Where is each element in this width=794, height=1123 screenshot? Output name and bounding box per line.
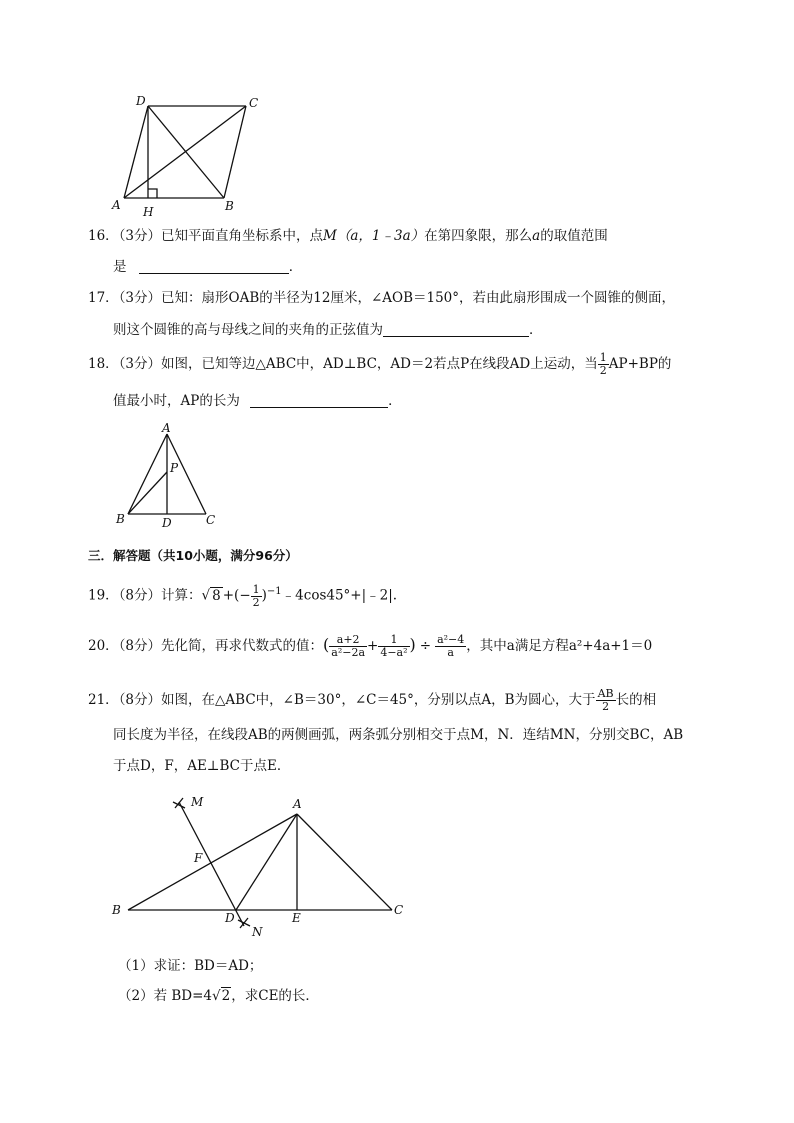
label-D: D: [225, 911, 235, 925]
q21-figure: [108, 786, 418, 946]
q21-sub2: [118, 986, 319, 1006]
q18-frac-num: 1: [599, 351, 607, 364]
label-B: B: [225, 199, 234, 213]
q17-score: （3分）: [118, 290, 162, 306]
q16-point: M（a，1﹣3a）: [323, 228, 425, 244]
q21-frac-den: 2: [602, 700, 610, 713]
sqrt-icon: √: [201, 587, 211, 604]
q21-score: （8分）: [118, 692, 162, 708]
q20-divide: ÷: [419, 638, 432, 654]
q20-f3-den: a: [447, 646, 454, 659]
q19-rest: ﹣4cos45°+|﹣2|.: [281, 587, 398, 604]
q19-fraction: [251, 584, 262, 609]
q19-number: 19．: [88, 587, 119, 604]
label-C: C: [249, 96, 259, 110]
q17-period: ．: [529, 322, 543, 338]
q20-plus: +: [367, 638, 379, 654]
q20-close-paren: ): [409, 635, 416, 654]
label-E: E: [292, 911, 301, 925]
q17-text-line2: 则这个圆锥的高与母线之间的夹角的正弦值为: [113, 322, 383, 338]
q20-f3-num: a²−4: [437, 633, 465, 646]
q18-text-b: AP+BP的: [608, 356, 672, 372]
q20-condition: ，其中a满足方程a²+4a+1＝0: [466, 638, 653, 654]
q20-text: 先化简，再求代数式的值：: [161, 638, 324, 654]
q19-sqrt-value: 8: [212, 587, 221, 604]
label-P: P: [170, 461, 179, 475]
q19-frac-num: 1: [252, 582, 260, 596]
label-A: A: [293, 797, 302, 811]
q19-exponent: −1: [266, 586, 282, 597]
q19-line: [88, 582, 397, 609]
q16-period: ．: [288, 259, 303, 275]
q17-answer-blank[interactable]: [383, 322, 529, 337]
q16-score: （3分）: [118, 228, 162, 244]
label-B: B: [112, 903, 121, 917]
label-C: C: [394, 903, 404, 917]
q21-sub2-sqrt-value: 2: [221, 988, 231, 1004]
label-H: H: [143, 205, 154, 219]
q16-answer-blank[interactable]: [139, 259, 289, 274]
q18-period: ．: [388, 393, 402, 409]
q19-frac-den: 2: [252, 595, 260, 609]
label-B: B: [116, 512, 125, 526]
q20-fraction-2: [378, 634, 409, 659]
q16-line1: [88, 226, 608, 246]
label-N: N: [252, 925, 263, 939]
q20-fraction-1: [329, 634, 367, 659]
q19-score: （8分）: [118, 587, 162, 604]
parallelogram-figure: [108, 92, 268, 220]
label-M: M: [191, 795, 204, 809]
q18-score: （3分）: [118, 356, 162, 372]
q18-line1: [88, 352, 671, 377]
q16-text-b: 在第四象限，那么: [424, 228, 533, 244]
q21-text-b: 长的相: [615, 692, 657, 708]
q19-plus: +(: [222, 587, 240, 604]
q20-f1-den: a²−2a: [331, 646, 366, 659]
q18-text: 如图，已知等边△ABC中，AD⊥BC，AD＝2若点P在线段AD上运动，当: [161, 356, 598, 372]
q18-line2: [113, 391, 402, 411]
label-F: F: [194, 851, 203, 865]
label-D: D: [136, 94, 146, 108]
q17-line2: [113, 320, 543, 340]
q21-line2: 同长度为半径，在线段AB的两侧画弧，两条弧分别相交于点M，N．连结MN，分别交BC，AB: [113, 727, 684, 743]
q17-line1: [88, 288, 675, 308]
q20-f1-num: a+2: [329, 634, 367, 647]
q16-text: 已知平面直角坐标系中，点: [161, 228, 324, 244]
q21-text: 如图，在△ABC中，∠B＝30°，∠C＝45°，分别以点A，B为圆心，大于: [161, 692, 596, 708]
q20-fraction-3: [435, 634, 466, 659]
q20-open-paren: (: [323, 635, 330, 654]
q20-line: [88, 634, 652, 659]
sqrt-icon: √: [212, 988, 221, 1004]
q21-sub2-text: （2）若 BD=4: [118, 988, 213, 1004]
q20-f2-den: 4−a²: [380, 646, 408, 659]
q18-frac-den: 2: [599, 364, 607, 377]
q19-text: 计算：: [161, 587, 202, 604]
q21-number: 21．: [88, 692, 119, 708]
q16-text-line2: 是: [113, 259, 127, 275]
q21-line1: [88, 688, 656, 713]
q21-fraction: [596, 688, 616, 713]
triangle-figure: [110, 420, 230, 532]
q18-number: 18．: [88, 356, 119, 372]
section-heading: 三．解答题（共10小题，满分96分）: [88, 548, 298, 563]
q21-sub1: （1）求证：BD＝AD；: [118, 958, 263, 974]
q17-number: 17．: [88, 290, 119, 306]
q21-sub2-text-b: ，求CE的长．: [231, 988, 319, 1004]
q20-f2-num: 1: [378, 634, 409, 647]
q16-line2: [113, 257, 302, 277]
q18-answer-blank[interactable]: [250, 393, 388, 408]
q16-number: 16．: [88, 228, 119, 244]
q19-neg: −: [239, 587, 251, 604]
q21-frac-num: AB: [597, 687, 614, 700]
q16-var: a: [532, 228, 541, 244]
label-D: D: [162, 516, 172, 530]
label-C: C: [206, 513, 216, 527]
q19-close: ): [261, 587, 267, 604]
q16-text-c: 的取值范围: [540, 228, 608, 244]
q18-text-line2: 值最小时，AP的长为: [113, 393, 240, 409]
q17-text: 已知：扇形OAB的半径为12厘米，∠AOB＝150°，若由此扇形围成一个圆锥的侧面，: [161, 290, 676, 306]
label-A: A: [162, 421, 171, 435]
q18-fraction: [598, 352, 609, 377]
q21-line3: 于点D，F，AE⊥BC于点E．: [113, 758, 291, 774]
q20-score: （8分）: [118, 638, 162, 654]
q20-number: 20．: [88, 638, 119, 654]
label-A: A: [112, 198, 121, 212]
